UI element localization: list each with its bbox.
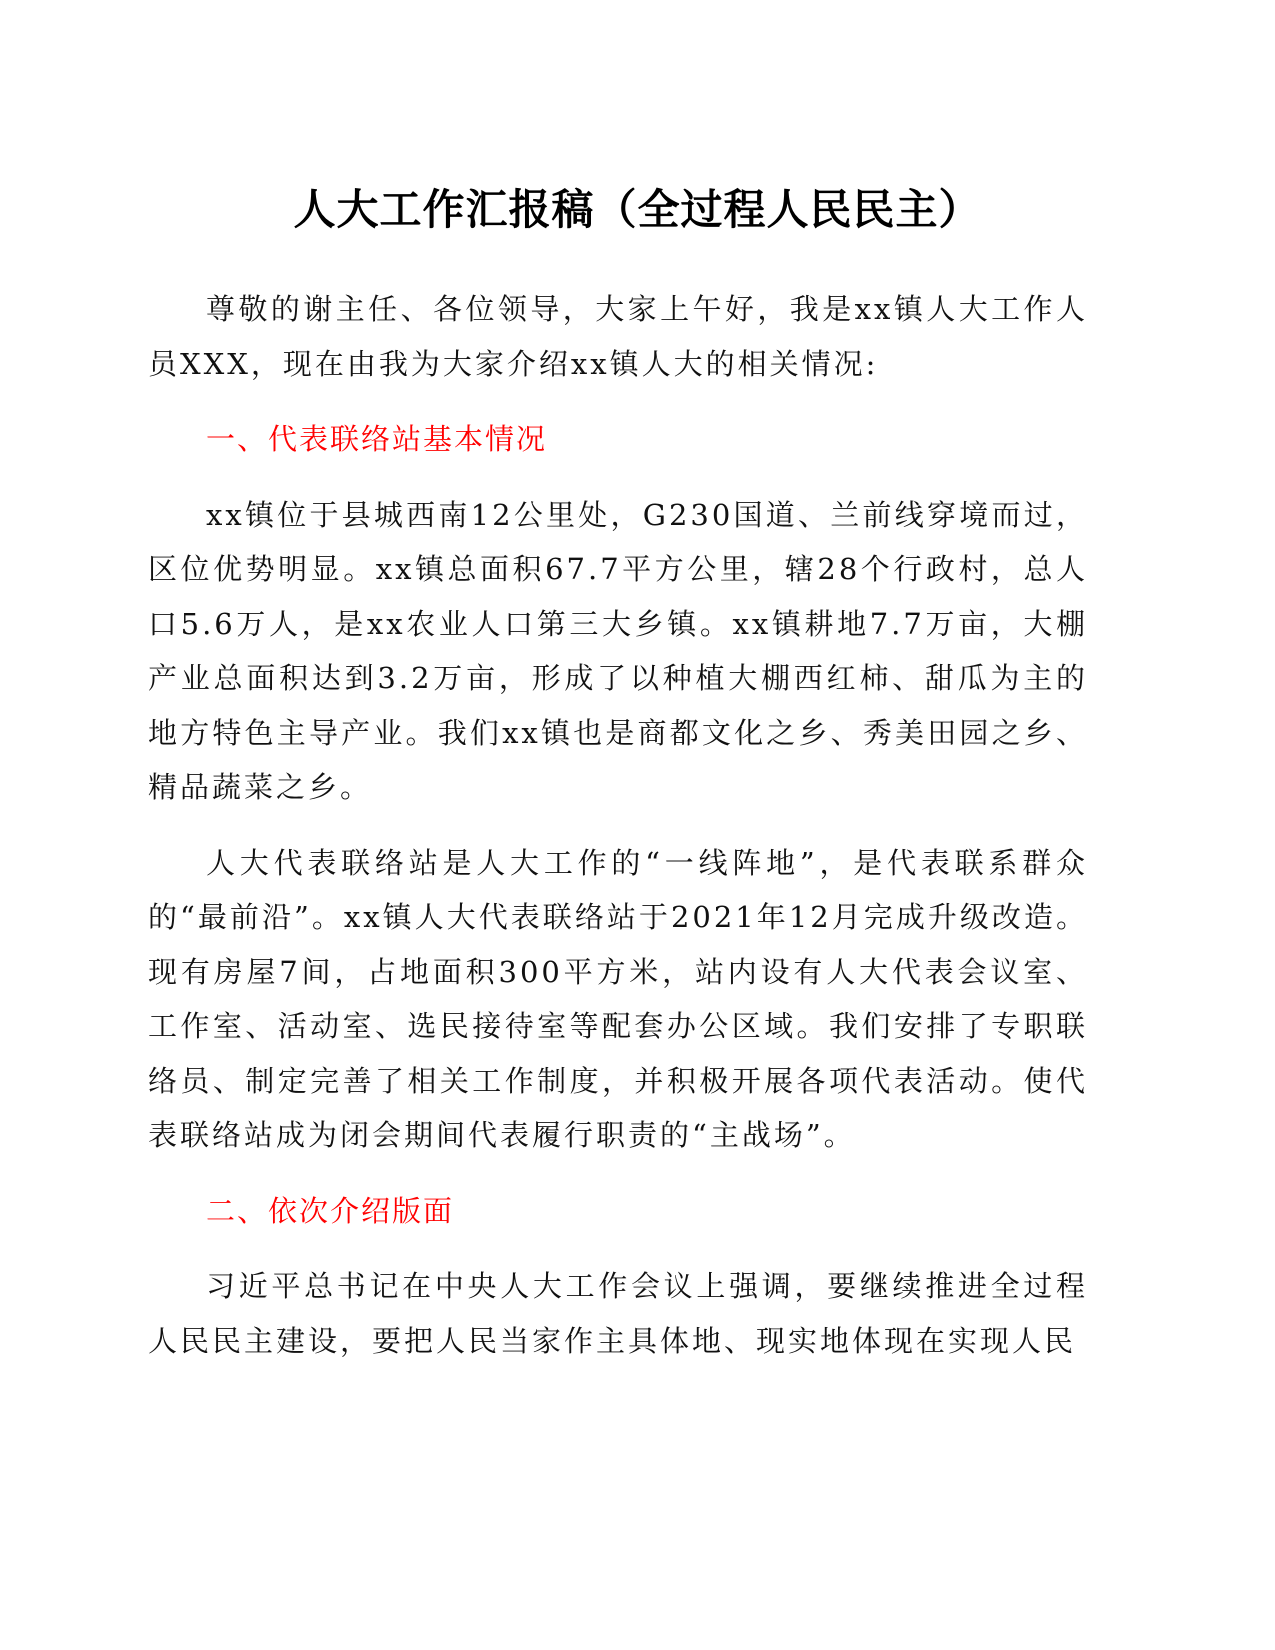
body-paragraph: 习近平总书记在中央人大工作会议上强调，要继续推进全过程人民民主建设，要把人民当家作主具体地、现实地体现在实现人民 xyxy=(148,1269,1088,1358)
section-heading-1: 一、代表联络站基本情况 xyxy=(206,422,548,456)
body-paragraph: xx镇位于县城西南12公里处，G230国道、兰前线穿境而过，区位优势明显。xx镇总面积67.7平方公里，辖28个行政村，总人口5.6万人，是xx农业人口第三大乡镇。xx镇耕地7.7万亩，大棚产业总面积达到3.2万亩，形成了以种植大棚西红柿、甜瓜为主的地方特色主导产业。我们xx镇也是商都文化之乡、秀美田园之乡、精品蔬菜之乡。 xyxy=(148,497,1088,804)
body-paragraph: 人大代表联络站是人大工作的“一线阵地”，是代表联系群众的“最前沿”。xx镇人大代表联络站于2021年12月完成升级改造。现有房屋7间，占地面积300平方米，站内设有人大代表会议室、工作室、活动室、选民接待室等配套办公区域。我们安排了专职联络员、制定完善了相关工作制度，并积极开展各项代表活动。使代表联络站成为闭会期间代表履行职责的“主战场”。 xyxy=(148,845,1088,1152)
intro-paragraph: 尊敬的谢主任、各位领导，大家上午好，我是xx镇人大工作人员XXX，现在由我为大家介绍xx镇人大的相关情况: xyxy=(148,292,1088,381)
document-body xyxy=(148,282,1088,1389)
section-heading-2: 二、依次介绍版面 xyxy=(206,1193,455,1228)
document-title: 人大工作汇报稿（全过程人民民主） xyxy=(293,185,982,234)
